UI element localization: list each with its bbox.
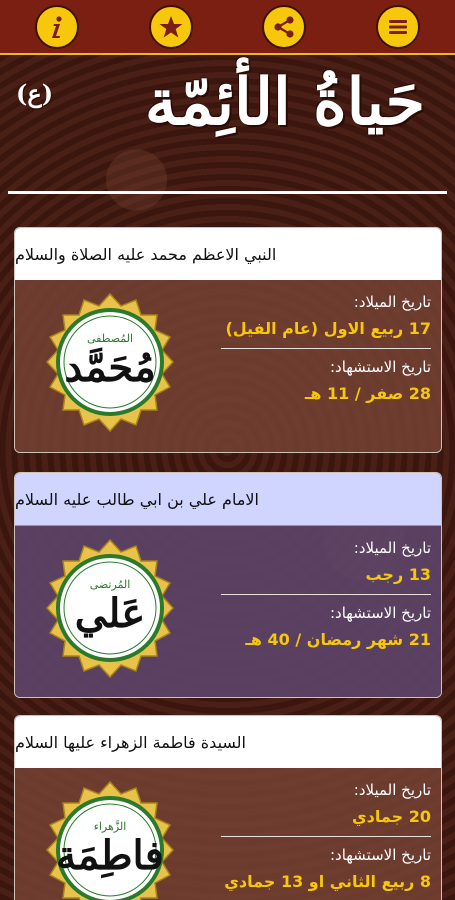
app-title: حَياةُ الأئِمّة — [144, 65, 425, 140]
menu-button[interactable] — [376, 5, 420, 49]
share-button[interactable] — [262, 5, 306, 49]
birth-label: تاريخ الميلاد: — [353, 781, 431, 799]
info-icon — [44, 14, 70, 40]
birth-label: تاريخ الميلاد: — [353, 539, 431, 557]
birth-label: تاريخ الميلاد: — [353, 293, 431, 311]
share-icon — [271, 14, 297, 40]
card-title: السيدة فاطمة الزهراء عليها السلام — [15, 716, 441, 768]
imam-card[interactable] — [14, 227, 442, 453]
card-body — [15, 768, 441, 900]
emblem-subtitle: المُرتضى — [89, 578, 131, 591]
death-label: تاريخ الاستشهاد: — [329, 604, 431, 622]
imam-card[interactable] — [14, 715, 442, 900]
favorites-button[interactable] — [149, 5, 193, 49]
death-label: تاريخ الاستشهاد: — [329, 358, 431, 376]
header-divider — [8, 191, 447, 194]
star-icon — [158, 14, 184, 40]
divider — [221, 348, 431, 349]
dates-panel — [221, 778, 431, 897]
card-title: الامام علي بن ابي طالب عليه السلام — [15, 473, 441, 525]
birth-value: 13 رجب — [365, 565, 431, 584]
app-header — [0, 57, 455, 207]
death-value: 28 صفر / 11 هـ — [304, 384, 431, 403]
emblem-subtitle: المُصطفى — [86, 332, 134, 345]
emblem-name: عَلي — [74, 589, 146, 637]
calligraphy-emblem — [35, 538, 185, 688]
card-body — [15, 280, 441, 452]
divider — [221, 594, 431, 595]
top-toolbar — [0, 0, 455, 55]
header-superscript: (ع) — [16, 79, 54, 108]
card-title: النبي الاعظم محمد عليه الصلاة والسلام — [15, 228, 441, 280]
calligraphy-emblem — [35, 292, 185, 442]
imam-card[interactable] — [14, 472, 442, 698]
death-label: تاريخ الاستشهاد: — [329, 846, 431, 864]
dates-panel — [221, 290, 431, 409]
card-body — [15, 525, 441, 697]
dates-panel — [221, 536, 431, 655]
birth-value: 17 ربيع الاول (عام الفيل) — [225, 319, 431, 338]
birth-value: 20 جمادي — [352, 807, 431, 826]
death-value: 21 شهر رمضان / 40 هـ — [245, 630, 431, 649]
calligraphy-emblem — [35, 780, 185, 900]
divider — [221, 836, 431, 837]
emblem-subtitle: الزَّهراء — [93, 820, 127, 833]
emblem-name: فاطِمَة — [56, 831, 164, 879]
emblem-name: مُحَمَّد — [64, 343, 156, 391]
info-button[interactable] — [35, 5, 79, 49]
menu-icon — [385, 14, 411, 40]
death-value: 8 ربيع الثاني او 13 جمادي — [224, 872, 431, 891]
